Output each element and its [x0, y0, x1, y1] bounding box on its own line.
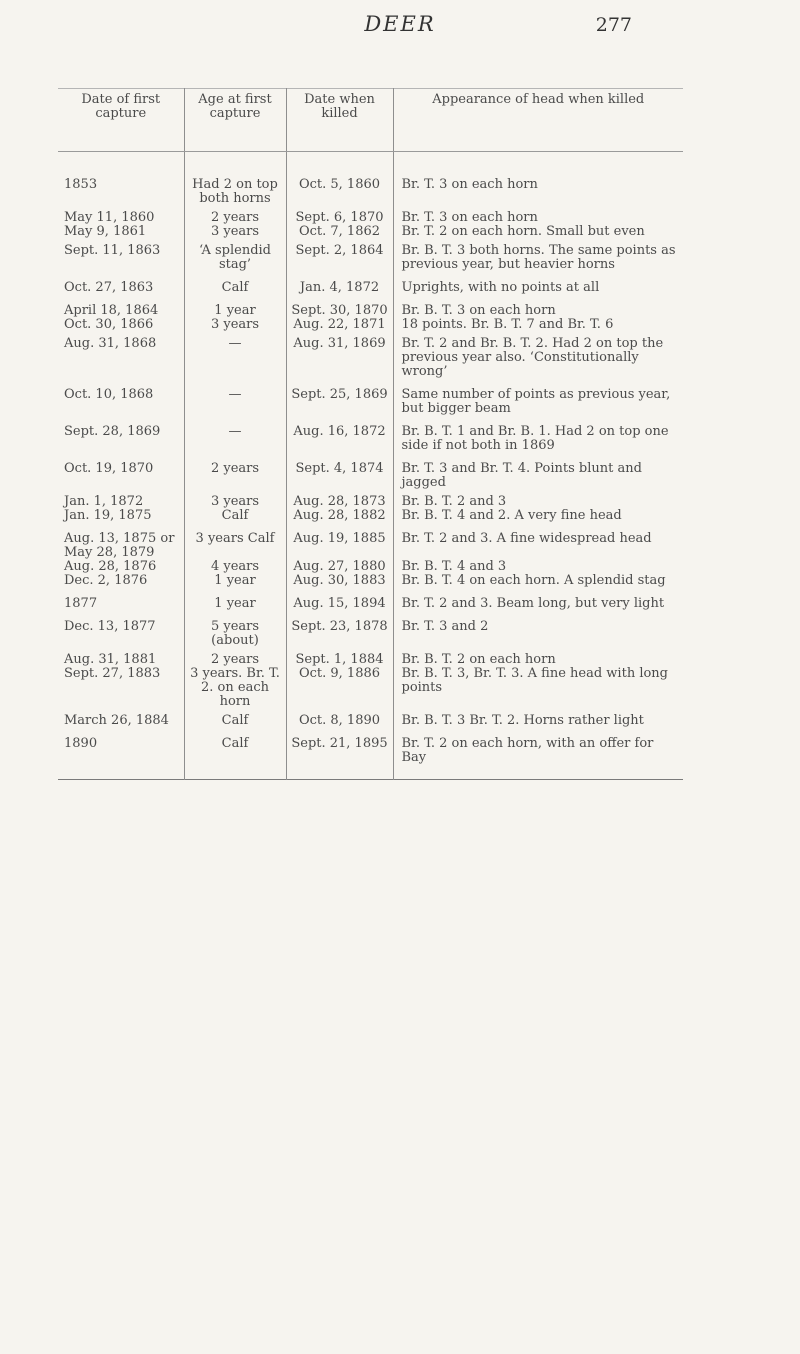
table-row	[58, 239, 683, 272]
deer-records-table-wrap	[58, 88, 683, 780]
cell-date-killed: Sept. 21, 1895	[286, 728, 393, 780]
table-row	[58, 416, 683, 453]
cell-appearance-of-head: Br. T. 2 on each horn. Small but even	[393, 225, 683, 239]
cell-date-killed: Aug. 27, 1880	[286, 560, 393, 574]
cell-age-first-capture: 1 year	[184, 588, 286, 611]
cell-date-first-capture: Dec. 13, 1877	[64, 619, 156, 634]
cell-appearance-of-head: Br. B. T. 2 and 3	[393, 490, 683, 509]
table-row	[58, 379, 683, 416]
table-row	[58, 318, 683, 332]
page-number: 277	[595, 14, 632, 36]
cell-date-killed: Sept. 30, 1870	[286, 295, 393, 318]
cell-date-first-capture: April 18, 1864	[64, 303, 159, 318]
cell-date-killed: Sept. 6, 1870	[286, 206, 393, 225]
cell-appearance-of-head: Br. T. 3 and Br. T. 4. Points blunt and jagged	[393, 453, 683, 490]
cell-date-first-capture: Oct. 10, 1868	[64, 387, 154, 402]
cell-appearance-of-head: Br. T. 2 on each horn, with an offer for Bay	[393, 728, 683, 780]
cell-appearance-of-head: Br. B. T. 3 both horns. The same points as previous year, but heavier horns	[393, 239, 683, 272]
cell-age-first-capture: 3 years	[184, 225, 286, 239]
cell-appearance-of-head: Br. B. T. 2 on each horn	[393, 648, 683, 667]
cell-age-first-capture: —	[184, 416, 286, 453]
cell-appearance-of-head: Br. B. T. 4 on each horn. A splendid stag	[393, 574, 683, 588]
cell-age-first-capture: Calf	[184, 509, 286, 523]
cell-date-first-capture: Oct. 30, 1866	[64, 317, 154, 332]
cell-date-first-capture: May 9, 1861	[64, 224, 147, 239]
cell-appearance-of-head: Uprights, with no points at all	[393, 272, 683, 295]
cell-date-killed: Oct. 7, 1862	[286, 225, 393, 239]
cell-date-killed: Sept. 2, 1864	[286, 239, 393, 272]
cell-date-killed: Sept. 4, 1874	[286, 453, 393, 490]
cell-date-killed: Aug. 15, 1894	[286, 588, 393, 611]
cell-appearance-of-head: Br. T. 3 and 2	[393, 611, 683, 648]
table-row	[58, 225, 683, 239]
cell-age-first-capture: Had 2 on top both horns	[184, 152, 286, 207]
cell-date-first-capture: Sept. 11, 1863	[64, 243, 161, 258]
cell-appearance-of-head: Br. B. T. 3 on each horn	[393, 295, 683, 318]
cell-appearance-of-head: Br. T. 2 and 3. A fine widespread head	[393, 523, 683, 560]
cell-date-first-capture: 1877	[64, 596, 98, 611]
header-age-first-capture: Age at first capture	[184, 89, 286, 152]
cell-appearance-of-head: Br. T. 3 on each horn	[393, 152, 683, 207]
cell-appearance-of-head: Br. B. T. 4 and 2. A very fine head	[393, 509, 683, 523]
cell-appearance-of-head: Br. B. T. 1 and Br. B. 1. Had 2 on top one side if not both in 1869	[393, 416, 683, 453]
cell-date-killed: Sept. 23, 1878	[286, 611, 393, 648]
cell-date-first-capture: Aug. 13, 1875 or May 28, 1879	[64, 531, 175, 560]
cell-date-killed: Sept. 25, 1869	[286, 379, 393, 416]
cell-date-killed: Oct. 9, 1886	[286, 667, 393, 709]
cell-age-first-capture: 4 years	[184, 560, 286, 574]
cell-appearance-of-head: Br. T. 2 and 3. Beam long, but very light	[393, 588, 683, 611]
cell-date-first-capture: Dec. 2, 1876	[64, 573, 148, 588]
table-row	[58, 332, 683, 379]
cell-age-first-capture: 3 years	[184, 490, 286, 509]
cell-date-first-capture: May 11, 1860	[64, 210, 155, 225]
cell-age-first-capture: 2 years	[184, 206, 286, 225]
cell-age-first-capture: —	[184, 379, 286, 416]
cell-age-first-capture: Calf	[184, 272, 286, 295]
cell-age-first-capture: 1 year	[184, 574, 286, 588]
cell-date-killed: Aug. 28, 1882	[286, 509, 393, 523]
table-row	[58, 453, 683, 490]
cell-date-killed: Jan. 4, 1872	[286, 272, 393, 295]
header-appearance-of-head: Appearance of head when killed	[393, 89, 683, 152]
table-row	[58, 509, 683, 523]
running-head-title: DEER	[364, 12, 436, 36]
cell-date-first-capture: Oct. 19, 1870	[64, 461, 154, 476]
cell-date-killed: Oct. 5, 1860	[286, 152, 393, 207]
cell-date-first-capture: Aug. 31, 1881	[64, 652, 157, 667]
table-row	[58, 272, 683, 295]
cell-appearance-of-head: Br. T. 3 on each horn	[393, 206, 683, 225]
header-date-first-capture: Date of first capture	[58, 89, 184, 152]
cell-date-first-capture: 1890	[64, 736, 98, 751]
cell-appearance-of-head: Same number of points as previous year, but bigger beam	[393, 379, 683, 416]
table-row	[58, 523, 683, 560]
cell-appearance-of-head: Br. B. T. 3, Br. T. 3. A fine head with long points	[393, 667, 683, 709]
cell-appearance-of-head: Br. B. T. 3 Br. T. 2. Horns rather light	[393, 709, 683, 728]
table-row	[58, 728, 683, 780]
cell-date-first-capture: Sept. 28, 1869	[64, 424, 161, 439]
table-row	[58, 560, 683, 574]
cell-date-first-capture: Jan. 19, 1875	[64, 508, 152, 523]
cell-age-first-capture: 1 year	[184, 295, 286, 318]
cell-date-first-capture: 1853	[64, 177, 98, 192]
cell-date-killed: Aug. 28, 1873	[286, 490, 393, 509]
cell-date-killed: Sept. 1, 1884	[286, 648, 393, 667]
cell-date-killed: Aug. 31, 1869	[286, 332, 393, 379]
cell-date-first-capture: Aug. 31, 1868	[64, 336, 157, 351]
cell-date-killed: Aug. 30, 1883	[286, 574, 393, 588]
table-header-row	[58, 89, 683, 152]
running-head	[0, 12, 800, 42]
cell-age-first-capture: Calf	[184, 728, 286, 780]
deer-records-table	[58, 88, 683, 780]
cell-date-killed: Aug. 16, 1872	[286, 416, 393, 453]
table-row	[58, 667, 683, 709]
cell-appearance-of-head: Br. T. 2 and Br. B. T. 2. Had 2 on top the previous year also. ‘Constitutionally wrong’	[393, 332, 683, 379]
cell-date-first-capture: March 26, 1884	[64, 713, 169, 728]
table-row	[58, 206, 683, 225]
table-row	[58, 648, 683, 667]
table-row	[58, 152, 683, 207]
cell-age-first-capture: 3 years. Br. T. 2. on each horn	[184, 667, 286, 709]
cell-age-first-capture: 3 years	[184, 318, 286, 332]
cell-appearance-of-head: Br. B. T. 4 and 3	[393, 560, 683, 574]
cell-date-killed: Aug. 19, 1885	[286, 523, 393, 560]
cell-age-first-capture: 3 years Calf	[184, 523, 286, 560]
table-row	[58, 574, 683, 588]
cell-date-killed: Oct. 8, 1890	[286, 709, 393, 728]
table-row	[58, 709, 683, 728]
cell-date-first-capture: Oct. 27, 1863	[64, 280, 154, 295]
table-body	[58, 152, 683, 780]
cell-age-first-capture: 2 years	[184, 648, 286, 667]
cell-date-first-capture: Aug. 28, 1876	[64, 559, 157, 574]
table-row	[58, 295, 683, 318]
cell-appearance-of-head: 18 points. Br. B. T. 7 and Br. T. 6	[393, 318, 683, 332]
cell-age-first-capture: —	[184, 332, 286, 379]
cell-age-first-capture: ‘A splendid stag’	[184, 239, 286, 272]
cell-age-first-capture: 2 years	[184, 453, 286, 490]
cell-date-killed: Aug. 22, 1871	[286, 318, 393, 332]
table-row	[58, 490, 683, 509]
header-date-killed: Date when killed	[286, 89, 393, 152]
cell-date-first-capture: Jan. 1, 1872	[64, 494, 144, 509]
table-row	[58, 588, 683, 611]
cell-age-first-capture: Calf	[184, 709, 286, 728]
table-row	[58, 611, 683, 648]
cell-date-first-capture: Sept. 27, 1883	[64, 666, 161, 681]
cell-age-first-capture: 5 years (about)	[184, 611, 286, 648]
